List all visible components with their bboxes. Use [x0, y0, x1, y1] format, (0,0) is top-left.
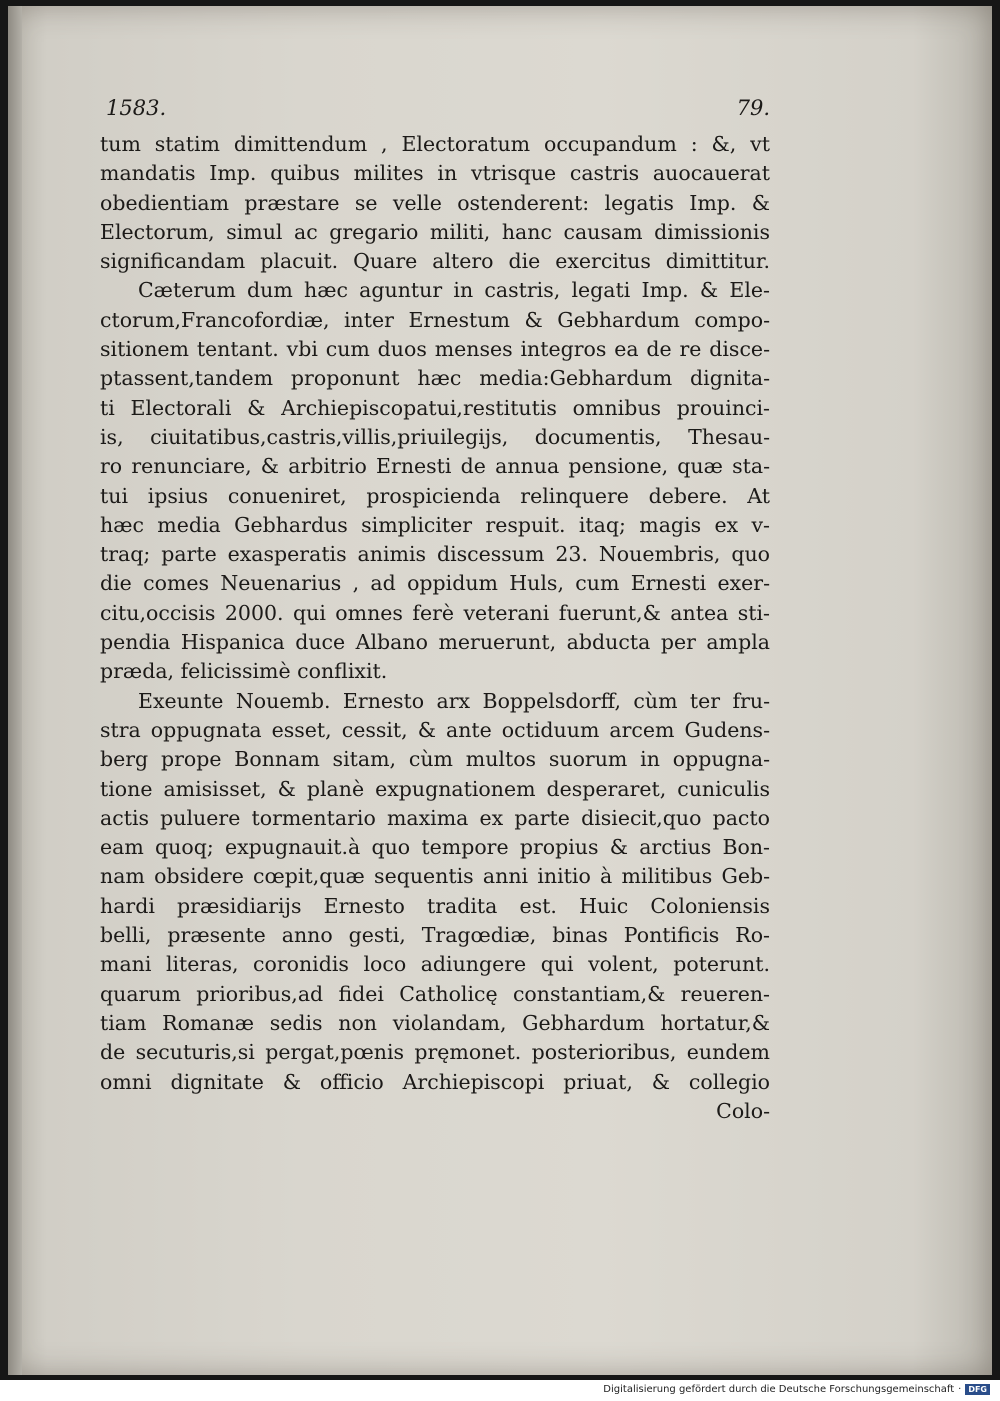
- text-line: actis puluere tormentario maxima ex parte disiecit,quo pacto: [100, 805, 770, 830]
- text-block: [100, 90, 770, 1126]
- header-year: 1583.: [106, 96, 167, 120]
- text-line: obedientiam præstare se velle ostenderent: legatis Imp. &: [100, 190, 770, 215]
- body-text: [100, 130, 770, 1126]
- text-line: mani literas, coronidis loco adiungere qui volent, poterunt.: [100, 952, 770, 977]
- text-line: tui ipsius conueniret, prospicienda relinquere debere. At: [100, 483, 770, 508]
- text-line: ti Electorali & Archiepiscopatui,restitutis omnibus prouinci-: [100, 395, 770, 420]
- text-line: eam quoq; expugnauit.à quo tempore propius & arctius Bon-: [100, 835, 770, 860]
- separator-dot: ·: [958, 1384, 962, 1395]
- running-header: [100, 90, 770, 130]
- text-line: omni dignitate & officio Archiepiscopi priuat, & collegio: [100, 1069, 770, 1094]
- text-line: mandatis Imp. quibus milites in vtrisque castris auocauerat: [100, 161, 770, 186]
- text-line: nam obsidere cœpit,quæ sequentis anni initio à militibus Geb-: [100, 864, 770, 889]
- text-line: hardi præsidiarijs Ernesto tradita est. Huic Coloniensis: [100, 893, 770, 918]
- text-line: belli, præsente anno gesti, Tragœdiæ, binas Pontificis Ro-: [100, 923, 770, 948]
- text-line: traq; parte exasperatis animis discessum 23. Nouembris, quo: [100, 542, 770, 567]
- text-line: tum statim dimittendum , Electoratum occupandum : &, vt: [100, 132, 770, 156]
- text-line: stra oppugnata esset, cessit, & ante octiduum arcem Gudens-: [100, 717, 770, 742]
- text-line: quarum prioribus,ad fidei Catholicę constantiam,& reueren-: [100, 981, 770, 1006]
- text-line: de secuturis,si pergat,pœnis pręmonet. posterioribus, eundem: [100, 1040, 770, 1065]
- text-line: significandam placuit. Quare altero die exercitus dimittitur.: [100, 249, 770, 274]
- text-line: sitionem tentant. vbi cum duos menses integros ea de re disce-: [100, 337, 770, 362]
- text-line: tione amisisset, & planè expugnationem desperaret, cuniculis: [100, 776, 770, 801]
- text-line: præda, felicissimè conflixit.: [100, 659, 388, 684]
- digitization-credit: [603, 1384, 990, 1395]
- text-line: is, ciuitatibus,castris,villis,priuilegijs, documentis, Thesau-: [100, 424, 770, 449]
- text-line: Exeunte Nouemb. Ernesto arx Boppelsdorff, cùm ter fru-: [138, 688, 770, 713]
- page-binding-edge: [8, 6, 22, 1375]
- text-line: pendia Hispanica duce Albano meruerunt, abducta per ampla: [100, 630, 770, 655]
- text-line: Electorum, simul ac gregario militi, hanc causam dimissionis: [100, 219, 770, 244]
- credit-text: Digitalisierung gefördert durch die Deutsche Forschungsgemeinschaft: [603, 1384, 955, 1395]
- page-number: 79.: [736, 96, 770, 120]
- text-line: die comes Neuenarius , ad oppidum Huls, cum Ernesti exer-: [100, 571, 770, 596]
- text-line: ro renunciare, & arbitrio Ernesti de annua pensione, quæ sta-: [100, 454, 770, 479]
- dfg-logo: DFG: [965, 1384, 990, 1395]
- text-line: ptassent,tandem proponunt hæc media:Gebhardum dignita-: [100, 366, 770, 391]
- text-line: citu,occisis 2000. qui omnes ferè veterani fuerunt,& antea sti-: [100, 600, 770, 625]
- book-page: [8, 6, 992, 1375]
- text-line: Cæterum dum hæc aguntur in castris, legati Imp. & Ele-: [138, 278, 770, 303]
- text-line: berg prope Bonnam sitam, cùm multos suorum in oppugna-: [100, 747, 770, 772]
- text-line: hæc media Gebhardus simpliciter respuit. itaq; magis ex v-: [100, 512, 770, 537]
- catchword: Colo-: [716, 1098, 770, 1123]
- text-line: tiam Romanæ sedis non violandam, Gebhardum hortatur,&: [100, 1010, 770, 1035]
- text-line: ctorum,Francofordiæ, inter Ernestum & Gebhardum compo-: [100, 307, 770, 332]
